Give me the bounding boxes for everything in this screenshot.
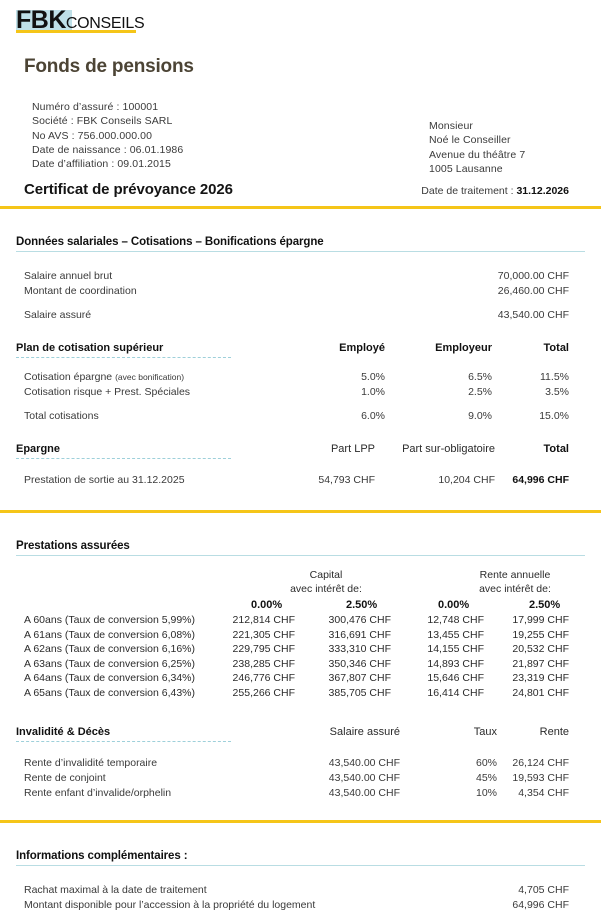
address-name: Noé le Conseiller [429, 134, 511, 147]
table-row [16, 285, 585, 300]
row-value-employe: 5.0% [361, 371, 385, 383]
subsection-header-plan [16, 342, 585, 359]
subsection-title: Invalidité & Décès [16, 725, 111, 738]
row-value-salaire: 43,540.00 CHF [328, 786, 400, 799]
row-value-capital-0: 229,795 CHF [232, 643, 295, 656]
subsection-header-epargne [16, 443, 585, 460]
row-label-note: (avec bonification) [115, 372, 185, 382]
group-header-capital-line2: avec intérêt de: [290, 583, 362, 595]
row-value-rente: 26,124 CHF [512, 756, 569, 769]
row-value-taux: 45% [475, 771, 497, 784]
group-header-capital [246, 568, 406, 596]
rate-header-rente-25: 2.50% [529, 599, 561, 611]
group-header-rente-line1: Rente annuelle [479, 569, 551, 581]
table-row [16, 629, 585, 644]
header-info-block [16, 100, 585, 175]
row-value-employe: 1.0% [361, 386, 385, 398]
row-value-employeur: 6.5% [468, 371, 492, 383]
rate-header-capital-25: 2.50% [346, 599, 378, 611]
row-value-capital-0: 255,266 CHF [232, 686, 295, 699]
column-header-total: Total [543, 342, 569, 354]
processing-date-label: Date de traitement : [421, 185, 517, 197]
address-street: Avenue du théâtre 7 [429, 148, 526, 161]
column-header-employeur: Employeur [435, 342, 492, 354]
row-value-rente-0: 14,893 CHF [427, 657, 484, 670]
table-row [16, 386, 585, 401]
row-value-total: 11.5% [540, 371, 569, 383]
rate-header-rente-0: 0.00% [438, 599, 470, 611]
company-logo [16, 8, 144, 33]
row-label: Salaire annuel brut [24, 270, 113, 282]
table-row [16, 410, 585, 425]
insured-details [32, 100, 183, 171]
subsection-title: Epargne [16, 443, 61, 455]
column-header-rente: Rente [539, 725, 569, 738]
column-header-salaire: Salaire assuré [329, 725, 400, 738]
row-label: A 64ans (Taux de conversion 6,34%) [24, 672, 196, 685]
table-row [16, 474, 585, 489]
row-value: 70,000.00 CHF [497, 270, 569, 282]
row-value-rente-25: 20,532 CHF [512, 643, 569, 656]
row-label [24, 371, 184, 383]
row-value-rente-0: 15,646 CHF [427, 672, 484, 685]
group-header-rente-line2: avec intérêt de: [479, 583, 551, 595]
row-label: Cotisation risque + Prest. Spéciales [24, 386, 191, 398]
row-value-rente-0: 16,414 CHF [427, 686, 484, 699]
dashed-divider [16, 458, 231, 459]
row-value-rente-0: 12,748 CHF [427, 614, 484, 626]
row-label: Rente de conjoint [24, 771, 106, 784]
dashed-divider [16, 741, 231, 742]
row-value-capital-25: 367,807 CHF [328, 672, 391, 685]
table-row [16, 757, 585, 772]
subsection-header-invalidite [16, 726, 585, 743]
table-row [16, 772, 585, 787]
section-header-salary: Données salariales – Cotisations – Bonifications épargne [16, 236, 585, 252]
table-row [16, 687, 585, 702]
table-row [16, 787, 585, 802]
row-value: 26,460.00 CHF [497, 285, 569, 297]
row-value-rente-25: 17,999 CHF [512, 614, 569, 626]
insured-company: Société : FBK Conseils SARL [32, 115, 173, 128]
row-label: Total cotisations [24, 410, 99, 422]
row-value-rente-25: 19,255 CHF [512, 628, 569, 641]
row-label: A 62ans (Taux de conversion 6,16%) [24, 643, 196, 656]
divider-yellow-middle [0, 510, 601, 513]
row-value-salaire: 43,540.00 CHF [328, 756, 400, 769]
row-value-rente-0: 13,455 CHF [427, 628, 484, 641]
row-value-sur: 10,204 CHF [438, 474, 495, 486]
row-value-capital-0: 238,285 CHF [232, 657, 295, 670]
row-value-rente-25: 21,897 CHF [512, 657, 569, 670]
table-row [16, 658, 585, 673]
row-value-employeur: 2.5% [468, 386, 492, 398]
processing-date [421, 185, 569, 197]
row-label-main: Cotisation épargne [24, 371, 113, 383]
row-label: Prestation de sortie au 31.12.2025 [24, 474, 185, 486]
table-row [16, 270, 585, 285]
page-title: Fonds de pensions [24, 56, 194, 77]
insured-affiliation-date: Date d’affiliation : 09.01.2015 [32, 158, 171, 171]
processing-date-value: 31.12.2026 [516, 185, 569, 197]
insured-birthdate: Date de naissance : 06.01.1986 [32, 143, 184, 156]
row-label: Montant de coordination [24, 285, 137, 297]
group-header-rente [429, 568, 601, 596]
prestations-column-headers [16, 568, 585, 614]
row-value-capital-25: 350,346 CHF [328, 657, 391, 670]
row-value-rente: 19,593 CHF [512, 771, 569, 784]
row-label: Salaire assuré [24, 309, 92, 321]
column-header-employe: Employé [339, 342, 385, 354]
dashed-divider [16, 357, 231, 358]
recipient-address [429, 119, 525, 176]
row-value: 4,705 CHF [518, 883, 569, 896]
row-value: 43,540.00 CHF [497, 309, 569, 321]
row-label: Rachat maximal à la date de traitement [24, 883, 207, 896]
row-value-taux: 10% [475, 786, 497, 799]
row-value-capital-0: 246,776 CHF [232, 672, 295, 685]
insured-avs: No AVS : 756.000.000.00 [32, 129, 153, 142]
column-header-part-lpp: Part LPP [330, 443, 375, 455]
row-value-rente: 4,354 CHF [518, 786, 569, 799]
row-label: A 60ans (Taux de conversion 5,99%) [24, 614, 196, 626]
insured-number: Numéro d’assuré : 100001 [32, 101, 159, 113]
row-label: A 61ans (Taux de conversion 6,08%) [24, 628, 196, 641]
row-value-rente-0: 14,155 CHF [427, 643, 484, 656]
table-row [16, 614, 585, 629]
table-row [16, 672, 585, 687]
row-label: Montant disponible pour l’accession à la propriété du logement [24, 898, 316, 911]
section-header-complementaires: Informations complémentaires : [16, 850, 585, 866]
certificate-title: Certificat de prévoyance 2026 [24, 181, 233, 198]
divider-yellow-top [0, 206, 601, 209]
group-header-capital-line1: Capital [309, 569, 343, 581]
row-value-employe: 6.0% [361, 410, 385, 422]
row-label: A 63ans (Taux de conversion 6,25%) [24, 657, 196, 670]
column-header-part-sur: Part sur-obligatoire [402, 443, 495, 455]
row-value-employeur: 9.0% [468, 410, 492, 422]
table-row [16, 643, 585, 658]
row-value-lpp: 54,793 CHF [318, 474, 375, 486]
logo-header [16, 0, 585, 42]
row-value-total: 64,996 CHF [512, 474, 569, 486]
section-header-prestations: Prestations assurées [16, 540, 585, 556]
column-header-taux: Taux [473, 725, 497, 738]
table-row [16, 899, 585, 914]
address-city: 1005 Lausanne [429, 162, 503, 175]
row-value-capital-25: 385,705 CHF [328, 686, 391, 699]
subsection-title: Plan de cotisation supérieur [16, 342, 164, 354]
row-label: Rente enfant d’invalide/orphelin [24, 786, 172, 799]
row-label: A 65ans (Taux de conversion 6,43%) [24, 686, 196, 699]
address-salutation: Monsieur [429, 120, 473, 132]
table-row [16, 884, 585, 899]
row-value-capital-25: 300,476 CHF [328, 614, 391, 626]
row-value-capital-25: 316,691 CHF [328, 628, 391, 641]
row-value-capital-0: 212,814 CHF [232, 614, 295, 626]
logo-primary-text: FBK [16, 6, 66, 34]
certificate-title-row [16, 181, 585, 203]
table-row [16, 371, 585, 386]
column-header-total: Total [543, 443, 569, 455]
table-row [16, 309, 585, 324]
row-value: 64,996 CHF [512, 898, 569, 911]
logo-secondary-text: CONSEILS [65, 15, 145, 32]
divider-yellow-bottom [0, 820, 601, 823]
row-value-capital-0: 221,305 CHF [232, 628, 295, 641]
row-value-salaire: 43,540.00 CHF [328, 771, 400, 784]
row-value-rente-25: 24,801 CHF [512, 686, 569, 699]
row-value-capital-25: 333,310 CHF [328, 643, 391, 656]
row-value-taux: 60% [475, 756, 497, 769]
row-label: Rente d’invalidité temporaire [24, 756, 158, 769]
row-value-total: 3.5% [545, 386, 569, 398]
row-value-rente-25: 23,319 CHF [512, 672, 569, 685]
row-value-total: 15.0% [539, 410, 569, 422]
rate-header-capital-0: 0.00% [251, 599, 283, 611]
logo-text [16, 6, 145, 34]
